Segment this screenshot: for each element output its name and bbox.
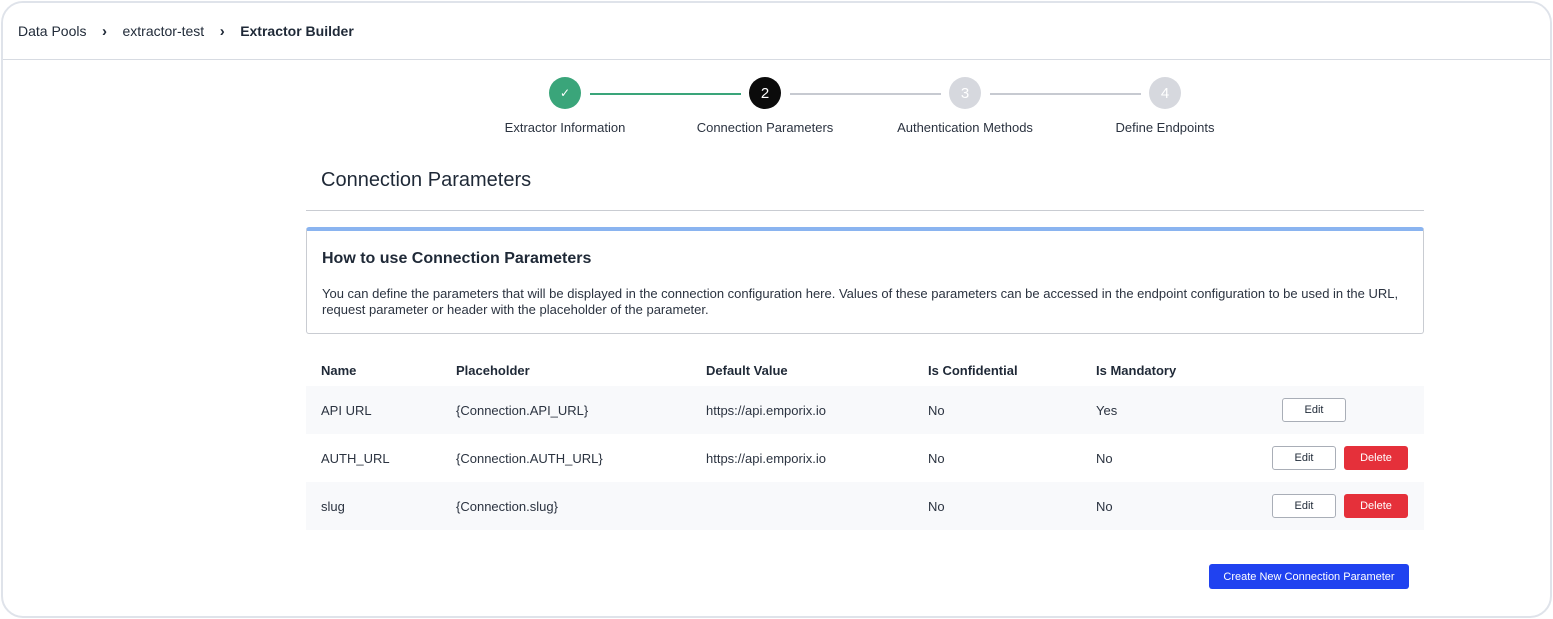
row-is-mandatory: No xyxy=(1096,450,1113,466)
header-default-value: Default Value xyxy=(706,363,788,378)
title-divider xyxy=(306,210,1424,211)
info-title: How to use Connection Parameters xyxy=(322,250,592,267)
chevron-right-icon: › xyxy=(101,22,107,40)
breadcrumb-item-extractor-test[interactable]: extractor-test xyxy=(122,23,205,39)
row-is-confidential: No xyxy=(928,498,945,514)
delete-button[interactable]: Delete xyxy=(1344,494,1408,518)
header-placeholder: Placeholder xyxy=(456,363,530,378)
step-1-check-icon[interactable]: ✓ xyxy=(549,77,581,109)
edit-button[interactable]: Edit xyxy=(1272,494,1336,518)
step-connector-1 xyxy=(590,93,741,95)
parameters-table xyxy=(306,355,1424,530)
header-is-confidential: Is Confidential xyxy=(928,363,1018,378)
row-name: API URL xyxy=(321,402,372,418)
row-name: slug xyxy=(321,498,345,514)
page-title: Connection Parameters xyxy=(321,169,532,191)
step-4-indicator[interactable]: 4 xyxy=(1149,77,1181,109)
row-is-mandatory: Yes xyxy=(1096,402,1118,418)
step-connector-2 xyxy=(790,93,941,95)
app-window xyxy=(1,1,1552,618)
row-is-mandatory: No xyxy=(1096,498,1113,514)
edit-button[interactable]: Edit xyxy=(1272,446,1336,470)
step-3-label: Authentication Methods xyxy=(897,120,1033,135)
edit-button[interactable]: Edit xyxy=(1282,398,1346,422)
row-is-confidential: No xyxy=(928,402,945,418)
table-row xyxy=(306,386,1424,434)
row-placeholder: {Connection.API_URL} xyxy=(456,402,589,418)
table-row xyxy=(306,434,1424,482)
breadcrumb-item-data-pools[interactable]: Data Pools xyxy=(18,23,87,39)
row-default-value: https://api.emporix.io xyxy=(706,450,826,466)
header-name: Name xyxy=(321,363,357,378)
header-is-mandatory: Is Mandatory xyxy=(1096,363,1177,378)
info-panel xyxy=(306,227,1424,334)
step-1-label: Extractor Information xyxy=(504,120,626,135)
table-header xyxy=(306,355,1424,386)
wizard-stepper xyxy=(3,3,1550,143)
step-3-indicator[interactable]: 3 xyxy=(949,77,981,109)
step-2-label: Connection Parameters xyxy=(696,120,834,135)
table-row xyxy=(306,482,1424,530)
info-text: You can define the parameters that will be displayed in the connection configuration here. Values of these parameters can be accessed in the endpoint configuration to be used in the URL, request parameter or header with the placeholder of the parameter. xyxy=(322,286,1399,317)
row-placeholder: {Connection.slug} xyxy=(456,498,558,514)
breadcrumb-item-current: Extractor Builder xyxy=(240,23,354,39)
delete-button[interactable]: Delete xyxy=(1344,446,1408,470)
row-name: AUTH_URL xyxy=(321,450,390,466)
step-connector-3 xyxy=(990,93,1141,95)
row-default-value: https://api.emporix.io xyxy=(706,402,826,418)
row-placeholder: {Connection.AUTH_URL} xyxy=(456,450,603,466)
create-parameter-button[interactable]: Create New Connection Parameter xyxy=(1209,564,1409,589)
step-4-label: Define Endpoints xyxy=(1115,120,1215,135)
step-2-indicator[interactable]: 2 xyxy=(749,77,781,109)
row-is-confidential: No xyxy=(928,450,945,466)
chevron-right-icon: › xyxy=(219,22,225,40)
